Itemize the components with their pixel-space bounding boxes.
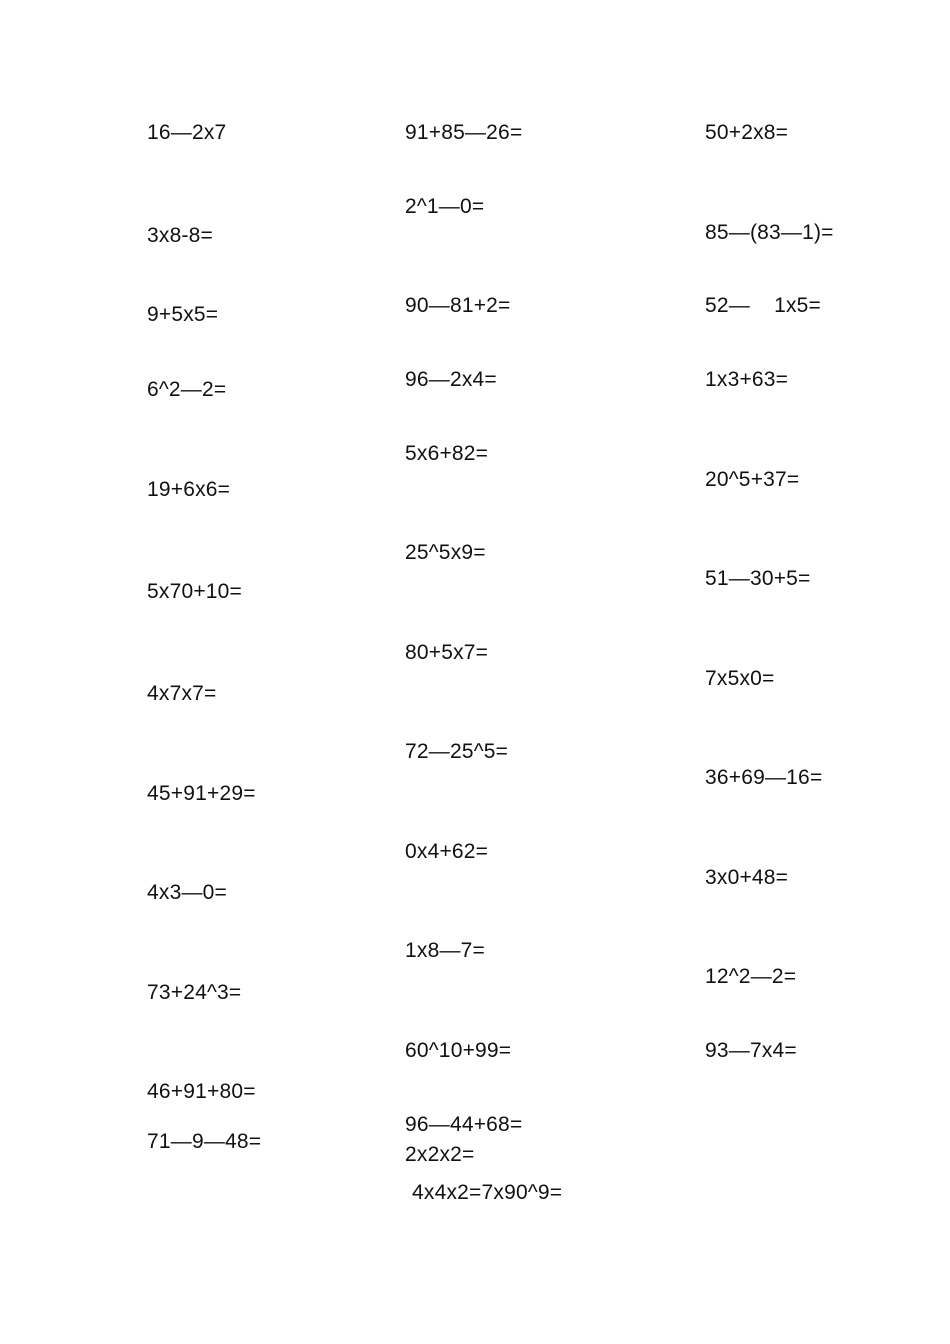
problem-c3-9: 3x0+48= (705, 866, 789, 889)
problem-c2-12: 96—44+68= (405, 1113, 523, 1136)
problem-c2-5: 5x6+82= (405, 442, 489, 465)
problem-c2-6: 25^5x9= (405, 541, 486, 564)
problem-c1-7: 4x7x7= (147, 682, 217, 705)
problem-c1-8: 45+91+29= (147, 782, 256, 805)
problem-c1-3: 9+5x5= (147, 303, 219, 326)
problem-c3-11: 93—7x4= (705, 1039, 797, 1062)
problem-c1-1: 16—2x7 (147, 121, 227, 144)
problem-c1-5: 19+6x6= (147, 478, 231, 501)
problem-c3-5: 20^5+37= (705, 468, 800, 491)
problem-c2-10: 1x8—7= (405, 939, 486, 962)
problem-c3-8: 36+69—16= (705, 766, 823, 789)
problem-c3-3: 52— 1x5= (705, 294, 822, 317)
problem-c2-2: 2^1—0= (405, 195, 485, 218)
problem-c2-13: 2x2x2= (405, 1143, 475, 1166)
problem-c2-14: 4x4x2=7x90^9= (412, 1181, 563, 1204)
problem-c1-6: 5x70+10= (147, 580, 243, 603)
problem-c3-7: 7x5x0= (705, 667, 775, 690)
problem-c2-9: 0x4+62= (405, 840, 489, 863)
problem-c3-10: 12^2—2= (705, 965, 797, 988)
problem-c1-11: 46+91+80= (147, 1080, 256, 1103)
problem-c3-1: 50+2x8= (705, 121, 789, 144)
problem-c1-4: 6^2—2= (147, 378, 227, 401)
problem-c2-3: 90—81+2= (405, 294, 511, 317)
problem-c2-8: 72—25^5= (405, 740, 509, 763)
problem-c3-6: 51—30+5= (705, 567, 811, 590)
problem-c2-4: 96—2x4= (405, 368, 497, 391)
problem-c1-2: 3x8-8= (147, 224, 213, 247)
problem-c2-7: 80+5x7= (405, 641, 489, 664)
problem-c3-4: 1x3+63= (705, 368, 789, 391)
problem-c2-1: 91+85—26= (405, 121, 523, 144)
problem-c1-10: 73+24^3= (147, 981, 242, 1004)
problem-c3-2: 85—(83—1)= (705, 221, 834, 244)
problem-c1-12: 71—9—48= (147, 1130, 262, 1153)
problem-c2-11: 60^10+99= (405, 1039, 512, 1062)
problem-c1-9: 4x3—0= (147, 881, 228, 904)
